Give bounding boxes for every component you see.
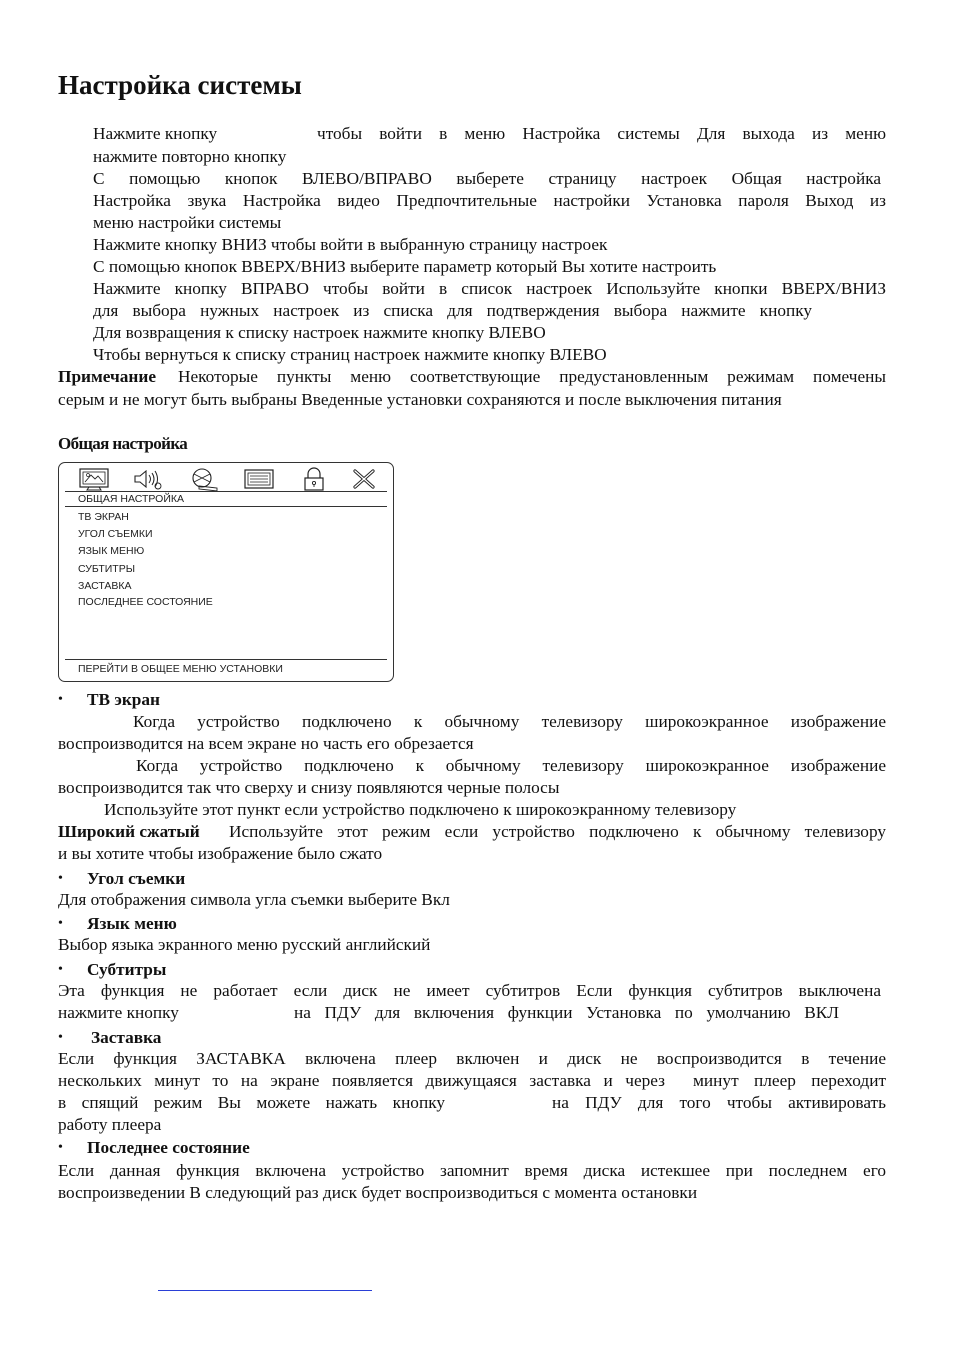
subs-line-2a: нажмите кнопку (58, 1003, 179, 1022)
lang-text: Выбор языка экранного меню русский английский (58, 935, 431, 954)
bullet-subs: • (58, 962, 63, 977)
note-line-1: Некоторые пункты меню соответствующие предустановленным режимам помечены (178, 367, 886, 386)
video-setup-icon (187, 466, 221, 492)
last-heading: Последнее состояние (87, 1138, 250, 1157)
intro-line-4: Настройка звука Настройка видео Предпочтительные настройки Установка пароля Выход из (93, 191, 886, 210)
intro-line-3: С помощью кнопок ВЛЕВО/ВПРАВО выберете страницу настроек Общая настройка (93, 169, 881, 188)
exit-icon (347, 466, 381, 492)
screensaver-heading: Заставка (91, 1028, 162, 1047)
intro-line-1: Нажмите кнопку (93, 124, 218, 143)
menu-label-divider (65, 506, 387, 507)
subs-line-1: Эта функция не работает если диск не имеет субтитров Если функция субтитров выключена (58, 981, 881, 1000)
intro-line-1b: чтобы войти в меню Настройка системы Для выхода из меню (317, 124, 886, 143)
tv-p1-line-2: воспроизводится на всем экране но часть его обрезается (58, 734, 474, 753)
tv-p4-line-1: Используйте этот режим если устройство подключено к обычному телевизору (229, 822, 886, 841)
screensaver-line-3a: в спящий режим Вы можете нажать кнопку (58, 1093, 445, 1112)
angle-heading: Угол съемки (87, 869, 186, 888)
note-line-2: серым и не могут быть выбраны Введенные установки сохраняются и после выключения питания (58, 390, 782, 409)
intro-line-9: для выбора нужных настроек из списка для подтверждения выбора нажмите кнопку (93, 301, 812, 320)
menu-icon-bar (59, 463, 393, 493)
footer-link[interactable] (158, 1290, 372, 1291)
screensaver-line-2a: нескольких минут то на экране появляется движущаяся заставка и через (58, 1071, 665, 1090)
intro-line-5: меню настройки системы (93, 213, 282, 232)
menu-item-screensaver[interactable]: ЗАСТАВКА (78, 580, 132, 592)
menu-top-divider (65, 491, 387, 492)
tv-p2-line-1: Когда устройство подключено к обычному телевизору широкоэкранное изображение (136, 756, 886, 775)
menu-bottom-divider (65, 659, 387, 660)
menu-item-tv-screen[interactable]: ТВ ЭКРАН (78, 511, 129, 523)
setup-menu-screenshot (58, 462, 394, 682)
screensaver-line-2b: минут плеер переходит (693, 1071, 886, 1090)
tv-p3: Используйте этот пункт если устройство подключено к широкоэкранному телевизору (104, 800, 737, 819)
bullet-tv: • (58, 692, 63, 707)
menu-page-label: ОБЩАЯ НАСТРОЙКА (78, 493, 185, 505)
tv-heading: ТВ экран (87, 690, 161, 709)
menu-item-subtitles[interactable]: СУБТИТРЫ (78, 563, 135, 575)
lang-heading: Язык меню (87, 914, 177, 933)
password-lock-icon (297, 466, 331, 492)
menu-item-angle[interactable]: УГОЛ СЪЕМКИ (78, 528, 153, 540)
intro-line-7: С помощью кнопок ВВЕРХ/ВНИЗ выберите параметр который Вы хотите настроить (93, 257, 717, 276)
bullet-lang: • (58, 916, 63, 931)
last-line-2: воспроизведении В следующий раз диск будет воспроизводиться с момента остановки (58, 1183, 698, 1202)
subs-line-2b: на ПДУ для включения функции Установка по умолчанию ВКЛ (294, 1003, 839, 1022)
tv-p2-line-2: воспроизводится так что сверху и снизу появляются черные полосы (58, 778, 560, 797)
note-label: Примечание (58, 367, 156, 386)
intro-line-2: нажмите повторно кнопку (93, 147, 287, 166)
intro-line-11: Чтобы вернуться к списку страниц настроек нажмите кнопку ВЛЕВО (93, 345, 607, 364)
general-settings-heading: Общая настройка (58, 434, 188, 453)
screensaver-line-3b: на ПДУ для того чтобы активировать (552, 1093, 886, 1112)
last-line-1: Если данная функция включена устройство запомнит время диска истекшее при последнем его (58, 1161, 886, 1180)
angle-text: Для отображения символа угла съемки выберите Вкл (58, 890, 450, 909)
intro-line-10: Для возвращения к списку настроек нажмите кнопку ВЛЕВО (93, 323, 546, 342)
intro-line-8: Нажмите кнопку ВПРАВО чтобы войти в список настроек Используйте кнопки ВВЕРХ/ВНИЗ (93, 279, 886, 298)
menu-item-menu-language[interactable]: ЯЗЫК МЕНЮ (78, 545, 145, 557)
subs-heading: Субтитры (87, 960, 167, 979)
bullet-angle: • (58, 871, 63, 886)
screensaver-line-1: Если функция ЗАСТАВКА включена плеер включен и диск не воспроизводится в течение (58, 1049, 886, 1068)
bullet-last: • (58, 1140, 63, 1155)
intro-line-6: Нажмите кнопку ВНИЗ чтобы войти в выбранную страницу настроек (93, 235, 608, 254)
preference-icon (242, 466, 276, 492)
general-setup-icon (77, 466, 111, 492)
tv-p4-line-2: и вы хотите чтобы изображение было сжато (58, 844, 383, 863)
tv-p4-label: Широкий сжатый (58, 822, 200, 841)
audio-setup-icon (131, 466, 165, 492)
menu-item-last-state[interactable]: ПОСЛЕДНЕЕ СОСТОЯНИЕ (78, 596, 213, 608)
page-title: Настройка системы (58, 70, 302, 100)
bullet-screensaver: • (58, 1030, 63, 1045)
screensaver-line-4: работу плеера (58, 1115, 162, 1134)
menu-footer: ПЕРЕЙТИ В ОБЩЕЕ МЕНЮ УСТАНОВКИ (78, 663, 283, 675)
tv-p1-line-1: Когда устройство подключено к обычному телевизору широкоэкранное изображение (133, 712, 886, 731)
